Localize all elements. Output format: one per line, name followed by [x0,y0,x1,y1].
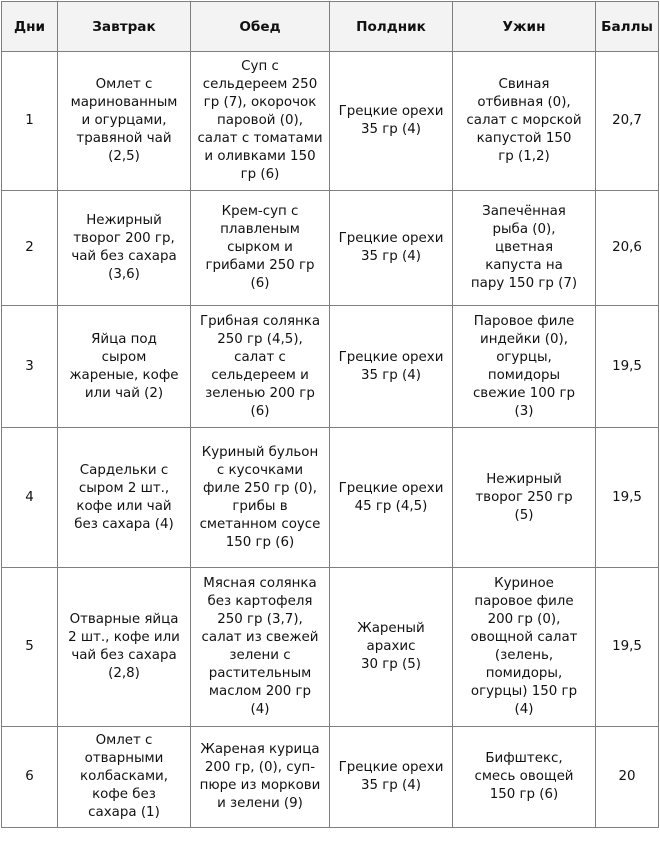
breakfast-cell: Сардельки с сыром 2 шт., кофе или чай без сахара (4) [58,428,191,568]
score-cell: 20 [596,727,659,828]
snack-cell: Грецкие орехи 35 гр (4) [330,52,453,191]
table-row [2,52,659,191]
lunch-cell: Мясная солянка без картофеля 250 гр (3,7), салат из свежей зелени с растительным маслом 200 гр (4) [191,568,330,727]
breakfast-cell: Яйца под сыром жареные, кофе или чай (2) [58,306,191,428]
breakfast-cell: Отварные яйца 2 шт., кофе или чай без сахара (2,8) [58,568,191,727]
header-row [2,2,659,52]
day-cell: 4 [2,428,58,568]
header-days: Дни [2,2,58,52]
table-row [2,727,659,828]
table-row [2,568,659,727]
day-cell: 6 [2,727,58,828]
dinner-cell: Запечённая рыба (0), цветная капуста на пару 150 гр (7) [453,191,596,306]
header-score: Баллы [596,2,659,52]
dinner-cell: Свиная отбивная (0), салат с морской капустой 150 гр (1,2) [453,52,596,191]
breakfast-cell: Омлет с маринованным и огурцами, травяной чай (2,5) [58,52,191,191]
breakfast-cell: Омлет с отварными колбасками, кофе без сахара (1) [58,727,191,828]
dinner-cell: Нежирный творог 250 гр (5) [453,428,596,568]
score-cell: 19,5 [596,306,659,428]
snack-cell: Грецкие орехи 35 гр (4) [330,306,453,428]
score-cell: 20,7 [596,52,659,191]
dinner-cell: Паровое филе индейки (0), огурцы, помидоры свежие 100 гр (3) [453,306,596,428]
dinner-cell: Бифштекс, смесь овощей 150 гр (6) [453,727,596,828]
lunch-cell: Жареная курица 200 гр, (0), суп- пюре из моркови и зелени (9) [191,727,330,828]
day-cell: 3 [2,306,58,428]
lunch-cell: Грибная солянка 250 гр (4,5), салат с сельдереем и зеленью 200 гр (6) [191,306,330,428]
dinner-cell: Куриное паровое филе 200 гр (0), овощной салат (зелень, помидоры, огурцы) 150 гр (4) [453,568,596,727]
header-dinner: Ужин [453,2,596,52]
day-cell: 5 [2,568,58,727]
snack-cell: Грецкие орехи 35 гр (4) [330,727,453,828]
score-cell: 19,5 [596,568,659,727]
diet-table [1,1,659,828]
snack-cell: Грецкие орехи 35 гр (4) [330,191,453,306]
lunch-cell: Суп с сельдереем 250 гр (7), окорочок паровой (0), салат с томатами и оливками 150 гр (6) [191,52,330,191]
snack-cell: Жареный арахис 30 гр (5) [330,568,453,727]
day-cell: 2 [2,191,58,306]
breakfast-cell: Нежирный творог 200 гр, чай без сахара (3,6) [58,191,191,306]
lunch-cell: Крем-суп с плавленым сырком и грибами 250 гр (6) [191,191,330,306]
score-cell: 20,6 [596,191,659,306]
table-row [2,306,659,428]
snack-cell: Грецкие орехи 45 гр (4,5) [330,428,453,568]
day-cell: 1 [2,52,58,191]
header-breakfast: Завтрак [58,2,191,52]
header-snack: Полдник [330,2,453,52]
lunch-cell: Куриный бульон с кусочками филе 250 гр (0), грибы в сметанном соусе 150 гр (6) [191,428,330,568]
table-row [2,428,659,568]
score-cell: 19,5 [596,428,659,568]
header-lunch: Обед [191,2,330,52]
table-row [2,191,659,306]
